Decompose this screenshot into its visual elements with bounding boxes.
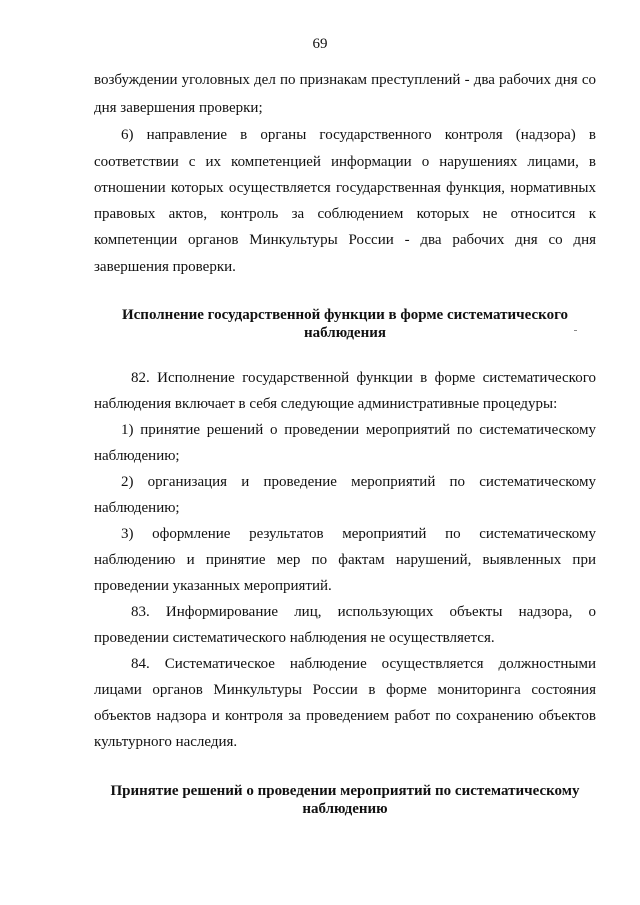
list-item-line: 2) организация и проведение мероприятий по систематическому: [121, 474, 596, 490]
list-item-line: проведении указанных мероприятий.: [94, 578, 332, 594]
paragraph-line: проведении систематического наблюдения не осуществляется.: [94, 630, 495, 646]
paragraph-line: правовых актов, контроль за соблюдением которых не относится к: [94, 206, 596, 222]
paragraph-line: отношении которых осуществляется государственная функция, нормативных: [94, 180, 596, 196]
paragraph-line: 82. Исполнение государственной функции в форме систематического: [131, 370, 596, 386]
paragraph-line: соответствии с их компетенцией информации о нарушениях лицами, в: [94, 154, 596, 170]
section-heading: наблюдению: [302, 801, 388, 817]
paragraph-line: 6) направление в органы государственного контроля (надзора) в: [121, 127, 596, 143]
paragraph-line: 83. Информирование лиц, использующих объекты надзора, о: [131, 604, 596, 620]
list-item-line: 1) принятие решений о проведении мероприятий по систематическому: [121, 422, 596, 438]
paragraph-line: наблюдения включает в себя следующие административные процедуры:: [94, 396, 558, 412]
page-number: 69: [312, 36, 328, 52]
paragraph-line: возбуждении уголовных дел по признакам преступлений - два рабочих дня со: [94, 72, 596, 88]
list-item-line: наблюдению;: [94, 448, 180, 464]
paragraph-line: компетенции органов Минкультуры России - два рабочих дня со дня: [94, 232, 596, 248]
section-heading: наблюдения: [304, 325, 386, 341]
list-item-line: 3) оформление результатов мероприятий по систематическому: [121, 526, 596, 542]
paragraph-line: 84. Систематическое наблюдение осуществляется должностными: [131, 656, 596, 672]
scan-speck: [574, 330, 577, 331]
paragraph-line: культурного наследия.: [94, 734, 238, 750]
paragraph-line: объектов надзора и контроля за проведением работ по сохранению объектов: [94, 708, 596, 724]
paragraph-line: лицами органов Минкультуры России в форме мониторинга состояния: [94, 682, 596, 698]
paragraph-line: дня завершения проверки;: [94, 100, 263, 116]
section-heading: Принятие решений о проведении мероприятий по систематическому: [110, 783, 580, 799]
list-item-line: наблюдению и принятие мер по фактам нарушений, выявленных при: [94, 552, 596, 568]
list-item-line: наблюдению;: [94, 500, 180, 516]
section-heading: Исполнение государственной функции в форме систематического: [121, 307, 569, 323]
paragraph-line: завершения проверки.: [94, 259, 236, 275]
